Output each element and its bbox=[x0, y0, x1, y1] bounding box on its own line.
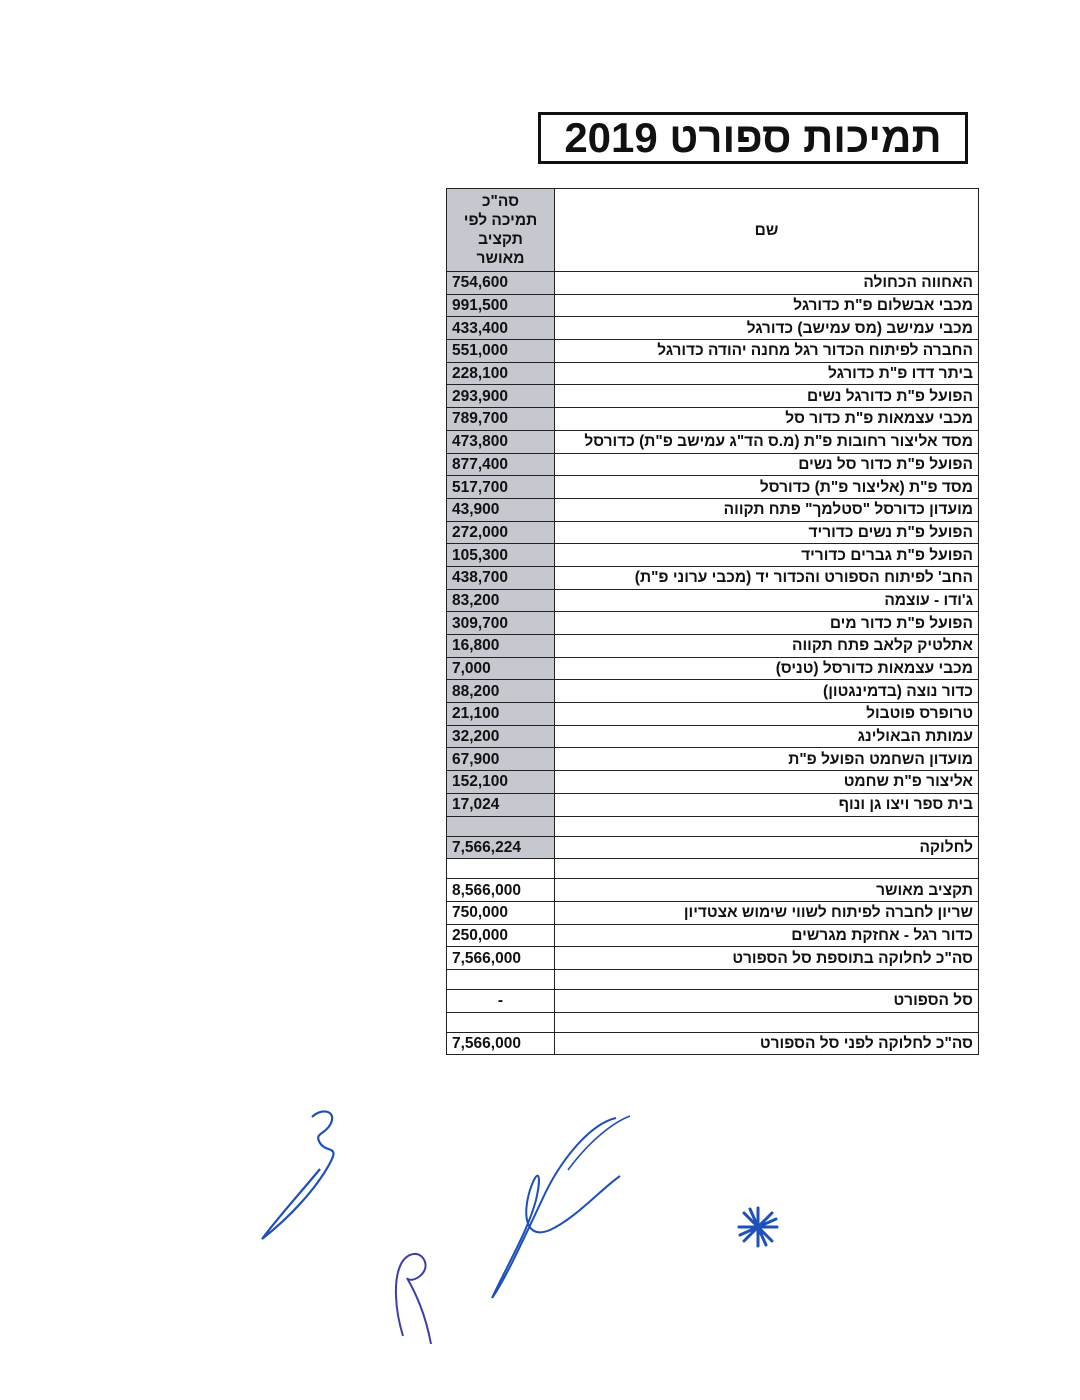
table-row bbox=[447, 385, 979, 408]
summary-row bbox=[447, 901, 979, 924]
row-name: מכבי עצמאות כדורסל (טניס) bbox=[555, 657, 979, 680]
row-value: 250,000 bbox=[447, 924, 555, 947]
row-value: 83,200 bbox=[447, 589, 555, 612]
row-name: עמותת הבאולינג bbox=[555, 725, 979, 748]
row-value: 7,566,000 bbox=[447, 947, 555, 970]
table-row bbox=[447, 544, 979, 567]
table-row bbox=[447, 612, 979, 635]
row-value: 88,200 bbox=[447, 680, 555, 703]
row-value: 433,400 bbox=[447, 317, 555, 340]
table-row bbox=[447, 793, 979, 816]
header-total-line: תמיכה לפי bbox=[463, 212, 538, 229]
row-value: 21,100 bbox=[447, 703, 555, 726]
row-name: מכבי עצמאות פ"ת כדור סל bbox=[555, 408, 979, 431]
table-row bbox=[447, 703, 979, 726]
row-value bbox=[447, 816, 555, 836]
row-name: כדור נוצה (בדמינגטון) bbox=[555, 680, 979, 703]
distribution-row bbox=[447, 836, 979, 859]
row-name: החב' לפיתוח הספורט והכדור יד (מכבי ערוני פ"ת) bbox=[555, 566, 979, 589]
header-name: שם bbox=[555, 189, 979, 272]
summary-row bbox=[447, 879, 979, 902]
row-name: מועדון כדורסל "סטלמך" פתח תקווה bbox=[555, 498, 979, 521]
table-row bbox=[447, 294, 979, 317]
row-name: אליצור פ"ת שחמט bbox=[555, 771, 979, 794]
header-total-line: סה"כ bbox=[481, 193, 520, 210]
final-total-label: סה"כ לחלוקה לפני סל הספורט bbox=[555, 1032, 979, 1055]
row-value: 293,900 bbox=[447, 385, 555, 408]
row-name bbox=[555, 859, 979, 879]
row-name: שריון לחברה לפיתוח לשווי שימוש אצטדיון bbox=[555, 901, 979, 924]
row-value: 991,500 bbox=[447, 294, 555, 317]
table-row bbox=[447, 657, 979, 680]
row-name: מסד פ"ת (אליצור פ"ת) כדורסל bbox=[555, 476, 979, 499]
row-value: 67,900 bbox=[447, 748, 555, 771]
row-name: הפועל פ"ת כדור מים bbox=[555, 612, 979, 635]
row-value bbox=[447, 859, 555, 879]
row-value bbox=[447, 1012, 555, 1032]
row-name bbox=[555, 1012, 979, 1032]
sport-basket-value: - bbox=[447, 989, 555, 1012]
table-row bbox=[447, 635, 979, 658]
final-total-row bbox=[447, 1032, 979, 1055]
row-name bbox=[555, 969, 979, 989]
row-name bbox=[555, 816, 979, 836]
table-row bbox=[447, 408, 979, 431]
table-row bbox=[447, 771, 979, 794]
header-total bbox=[447, 189, 555, 272]
row-name: בית ספר ויצו גן ונוף bbox=[555, 793, 979, 816]
row-name: תקציב מאושר bbox=[555, 879, 979, 902]
table-row bbox=[447, 476, 979, 499]
table-row bbox=[447, 589, 979, 612]
sport-basket-label: סל הספורט bbox=[555, 989, 979, 1012]
header-total-line: מאושר bbox=[476, 250, 525, 267]
row-value: 7,000 bbox=[447, 657, 555, 680]
row-value: 17,024 bbox=[447, 793, 555, 816]
row-name: מכבי אבשלום פ"ת כדורגל bbox=[555, 294, 979, 317]
summary-row bbox=[447, 924, 979, 947]
table-row bbox=[447, 680, 979, 703]
row-value: 438,700 bbox=[447, 566, 555, 589]
table-row bbox=[447, 340, 979, 363]
row-name: כדור רגל - אחזקת מגרשים bbox=[555, 924, 979, 947]
row-value: 517,700 bbox=[447, 476, 555, 499]
table-row bbox=[447, 521, 979, 544]
row-value: 789,700 bbox=[447, 408, 555, 431]
row-name: ביתר דדו פ"ת כדורגל bbox=[555, 362, 979, 385]
blank-row bbox=[447, 859, 979, 879]
table-row bbox=[447, 272, 979, 295]
row-name: הפועל פ"ת גברים כדוריד bbox=[555, 544, 979, 567]
row-value bbox=[447, 969, 555, 989]
table-row bbox=[447, 453, 979, 476]
row-name: מסד אליצור רחובות פ"ת (מ.ס הד"ג עמישב פ"ת) כדורסל bbox=[555, 430, 979, 453]
table-header-row bbox=[447, 189, 979, 272]
row-name: מכבי עמישב (מס עמישב) כדורגל bbox=[555, 317, 979, 340]
table-row bbox=[447, 498, 979, 521]
row-name: מועדון השחמט הפועל פ"ת bbox=[555, 748, 979, 771]
table-row bbox=[447, 566, 979, 589]
table-row bbox=[447, 748, 979, 771]
row-name: ג'ודו - עוצמה bbox=[555, 589, 979, 612]
row-value: 750,000 bbox=[447, 901, 555, 924]
row-value: 32,200 bbox=[447, 725, 555, 748]
row-name: החברה לפיתוח הכדור רגל מחנה יהודה כדורגל bbox=[555, 340, 979, 363]
row-value: 551,000 bbox=[447, 340, 555, 363]
distribution-label: לחלוקה bbox=[555, 836, 979, 859]
row-value: 877,400 bbox=[447, 453, 555, 476]
sport-basket-row bbox=[447, 989, 979, 1012]
row-value: 272,000 bbox=[447, 521, 555, 544]
row-name: טרופרס פוטבול bbox=[555, 703, 979, 726]
row-value: 473,800 bbox=[447, 430, 555, 453]
distribution-value: 7,566,224 bbox=[447, 836, 555, 859]
table-row bbox=[447, 362, 979, 385]
row-name: אתלטיק קלאב פתח תקווה bbox=[555, 635, 979, 658]
row-value: 754,600 bbox=[447, 272, 555, 295]
row-value: 152,100 bbox=[447, 771, 555, 794]
row-name: הפועל פ"ת נשים כדוריד bbox=[555, 521, 979, 544]
final-total-value: 7,566,000 bbox=[447, 1032, 555, 1055]
row-name: הפועל פ"ת כדורגל נשים bbox=[555, 385, 979, 408]
row-value: 16,800 bbox=[447, 635, 555, 658]
blank-row bbox=[447, 969, 979, 989]
signature-3 bbox=[480, 1110, 650, 1310]
blank-row bbox=[447, 816, 979, 836]
table-row bbox=[447, 317, 979, 340]
table-row bbox=[447, 430, 979, 453]
row-value: 309,700 bbox=[447, 612, 555, 635]
signature-2 bbox=[385, 1240, 445, 1350]
blank-row bbox=[447, 1012, 979, 1032]
row-name: סה"כ לחלוקה בתוספת סל הספורט bbox=[555, 947, 979, 970]
row-value: 8,566,000 bbox=[447, 879, 555, 902]
page-title: תמיכות ספורט 2019 bbox=[538, 112, 968, 164]
signature-1 bbox=[250, 1105, 360, 1245]
row-value: 228,100 bbox=[447, 362, 555, 385]
table-row bbox=[447, 725, 979, 748]
sports-support-table bbox=[446, 188, 979, 1055]
summary-row bbox=[447, 947, 979, 970]
ink-star-mark bbox=[736, 1205, 780, 1249]
header-total-line: תקציב bbox=[478, 231, 523, 248]
row-value: 105,300 bbox=[447, 544, 555, 567]
row-value: 43,900 bbox=[447, 498, 555, 521]
row-name: האחווה הכחולה bbox=[555, 272, 979, 295]
row-name: הפועל פ"ת כדור סל נשים bbox=[555, 453, 979, 476]
